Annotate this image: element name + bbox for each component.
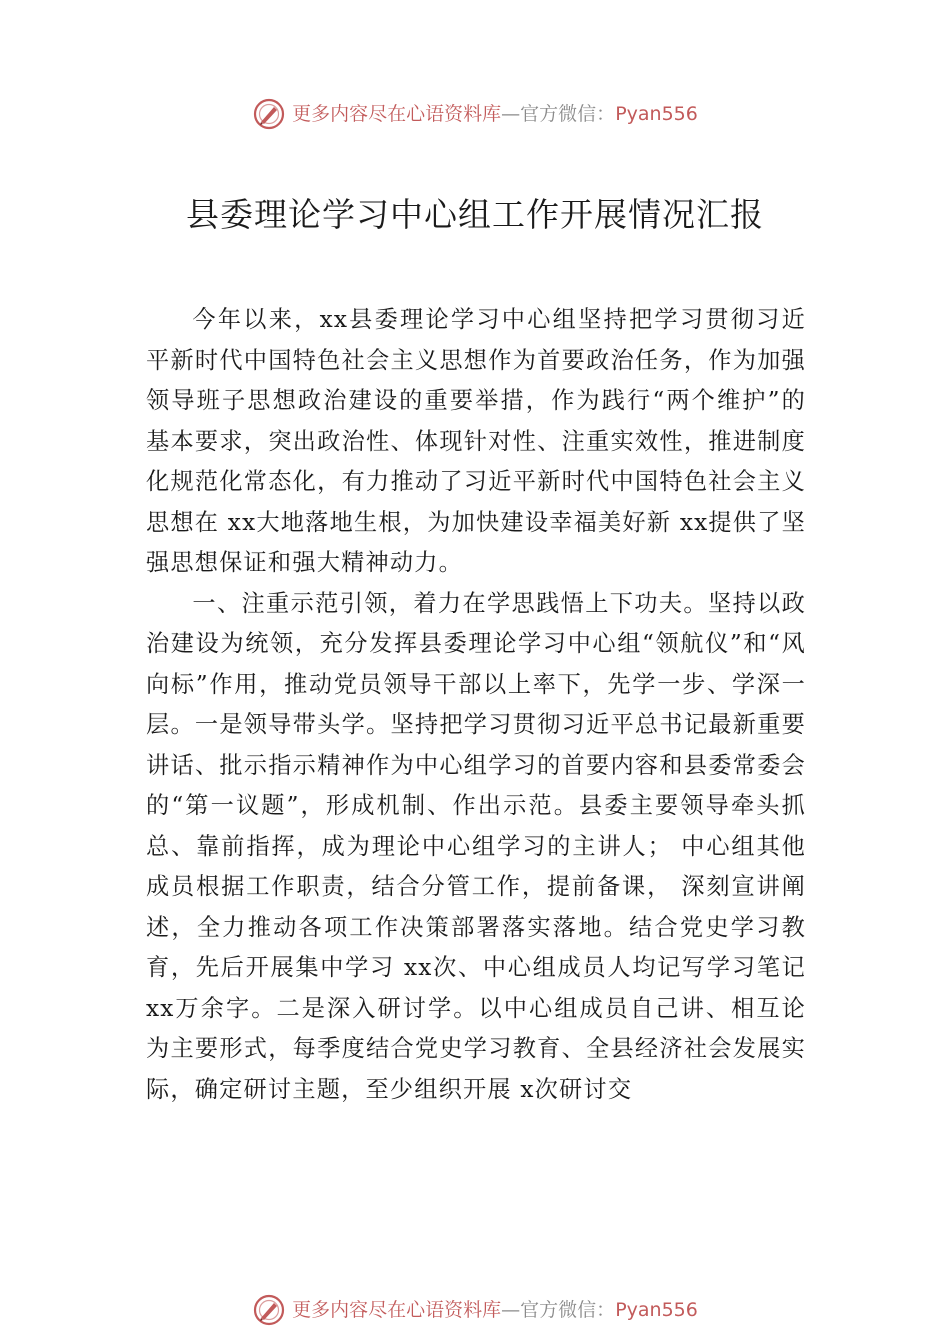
watermark-account: Pyan556 [615, 1299, 698, 1321]
document-body [146, 300, 806, 1110]
paragraph-intro: 今年以来，xx县委理论学习中心组坚持把学习贯彻习近平新时代中国特色社会主义思想作为首要政治任务，作为加强领导班子思想政治建设的重要举措，作为践行“两个维护”的基本要求，突出政治性、体现针对性、注重实效性，推进制度化规范化常态化，有力推动了习近平新时代中国特色社会主义思想在 xx大地落地生根，为加快建设幸福美好新 xx提供了坚强思想保证和强大精神动力。 [146, 306, 806, 576]
footer-watermark [0, 1290, 950, 1330]
paragraph-section-one: 一、注重示范引领，着力在学思践悟上下功夫。坚持以政治建设为统领，充分发挥县委理论学习中心组“领航仪”和“风向标”作用，推动党员领导干部以上率下，先学一步、学深一层。一是领导带头学。坚持把学习贯彻习近平总书记最新重要讲话、批示指示精神作为中心组学习的首要内容和县委常委会的“第一议题”，形成机制、作出示范。县委主要领导牵头抓总、靠前指挥，成为理论中心组学习的主讲人； 中心组其他成员根据工作职责，结合分管工作，提前备课， 深刻宣讲阐述，全力推动各项工作决策部署落实落地。结合党史学习教育，先后开展集中学习 xx次、中心组成员人均记写学习笔记 xx万余字。二是深入研讨学。以中心组成员自己讲、相互论为主要形式，每季度结合党史学习教育、全县经济社会发展实际，确定研讨主题，至少组织开展 x次研讨交 [146, 589, 806, 1103]
watermark-dash: — [501, 103, 521, 125]
watermark-official-label: 官方微信： [520, 1299, 616, 1321]
watermark-text [292, 97, 698, 131]
pen-logo-icon [252, 97, 286, 131]
watermark-brand: 更多内容尽在心语资料库 [292, 1299, 502, 1321]
watermark-brand: 更多内容尽在心语资料库 [292, 103, 502, 125]
watermark-account: Pyan556 [615, 103, 698, 125]
document-title: 县委理论学习中心组工作开展情况汇报 [186, 195, 764, 234]
watermark-official-label: 官方微信： [520, 103, 616, 125]
watermark-text [292, 1293, 698, 1327]
header-watermark [0, 94, 950, 134]
pen-logo-icon [252, 1293, 286, 1327]
watermark-dash: — [501, 1299, 521, 1321]
